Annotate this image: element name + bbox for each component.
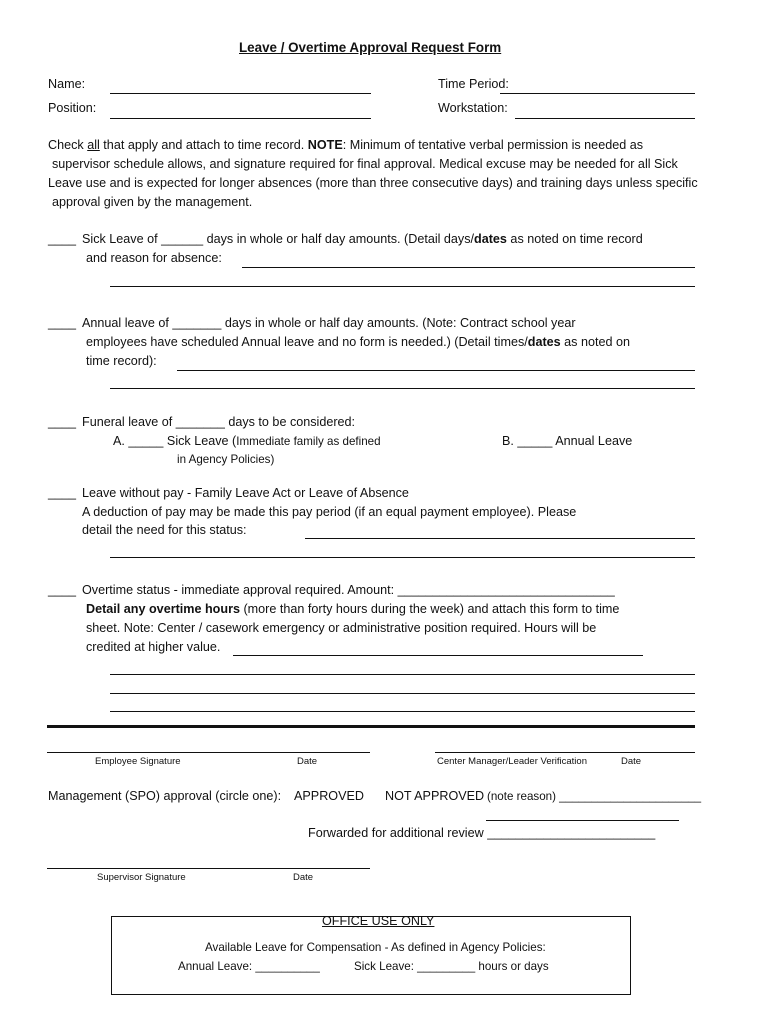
- office-sick-leave-field[interactable]: Sick Leave: _________ hours or days: [354, 960, 549, 973]
- sick-reason-field-2[interactable]: [110, 286, 695, 287]
- time-period-label: Time Period:: [438, 77, 509, 91]
- funeral-line-1: Funeral leave of _______ days to be considered:: [82, 415, 356, 429]
- note-reason-field[interactable]: (note reason) ______________________: [487, 790, 702, 803]
- lwop-line-2: A deduction of pay may be made this pay period (if an equal payment employee). Please: [82, 505, 577, 519]
- overtime-detail-field[interactable]: [233, 655, 643, 656]
- annual-line-3: time record):: [86, 354, 157, 368]
- annual-line-2: employees have scheduled Annual leave and no form is needed.) (Detail times/dates as noted on: [86, 335, 630, 349]
- overtime-line-2: Detail any overtime hours (more than forty hours during the week) and attach this form to time: [86, 602, 620, 616]
- workstation-label: Workstation:: [438, 101, 508, 115]
- lwop-detail-field[interactable]: [305, 538, 695, 539]
- not-approved-option[interactable]: NOT APPROVED: [385, 789, 485, 803]
- supervisor-signature-line[interactable]: [47, 868, 370, 869]
- section-divider: [47, 725, 695, 728]
- overtime-detail-field-4[interactable]: [110, 711, 695, 712]
- forwarded-review-field[interactable]: Forwarded for additional review ________________________: [308, 826, 656, 840]
- intro-line-4: approval given by the management.: [52, 195, 253, 209]
- sick-checkbox-blank[interactable]: ____: [48, 232, 77, 246]
- funeral-option-b[interactable]: B. _____ Annual Leave: [502, 434, 633, 448]
- name-label: Name:: [48, 77, 86, 91]
- overtime-detail-field-3[interactable]: [110, 693, 695, 694]
- annual-detail-field-2[interactable]: [110, 388, 695, 389]
- overtime-line-3: sheet. Note: Center / casework emergency or administrative position required. Hours will be: [86, 621, 597, 635]
- time-period-field[interactable]: [500, 93, 695, 94]
- intro-line-3: Leave use and is expected for longer absences (more than three consecutive days) and training days unless specific: [48, 176, 698, 190]
- position-label: Position:: [48, 101, 97, 115]
- supervisor-signature-label: Supervisor Signature: [97, 872, 186, 883]
- lwop-line-1: Leave without pay - Family Leave Act or Leave of Absence: [82, 486, 409, 500]
- note-reason-line-2[interactable]: [486, 820, 679, 821]
- annual-line-1: Annual leave of _______ days in whole or half day amounts. (Note: Contract school year: [82, 316, 576, 330]
- annual-checkbox-blank[interactable]: ____: [48, 316, 77, 330]
- intro-line-2: supervisor schedule allows, and signature required for final approval. Medical excuse may be needed for all Sick: [52, 157, 678, 171]
- overtime-line-4: credited at higher value.: [86, 640, 221, 654]
- lwop-detail-field-2[interactable]: [110, 557, 695, 558]
- management-approval-label: Management (SPO) approval (circle one):: [48, 789, 282, 803]
- overtime-detail-field-2[interactable]: [110, 674, 695, 675]
- center-manager-label: Center Manager/Leader Verification: [437, 756, 587, 767]
- funeral-checkbox-blank[interactable]: ____: [48, 415, 77, 429]
- sick-reason-field[interactable]: [242, 267, 695, 268]
- funeral-option-a-note: in Agency Policies): [177, 453, 275, 466]
- name-field[interactable]: [110, 93, 371, 94]
- position-field[interactable]: [110, 118, 371, 119]
- employee-signature-label: Employee Signature: [95, 756, 181, 767]
- center-manager-line[interactable]: [435, 752, 695, 753]
- form-title: Leave / Overtime Approval Request Form: [239, 40, 502, 55]
- sick-line-1: Sick Leave of ______ days in whole or half day amounts. (Detail days/dates as noted on time record: [82, 232, 643, 246]
- approved-option[interactable]: APPROVED: [294, 789, 364, 803]
- workstation-field[interactable]: [515, 118, 695, 119]
- overtime-checkbox-blank[interactable]: ____: [48, 583, 77, 597]
- overtime-line-1: Overtime status - immediate approval required. Amount: _______________________________: [82, 583, 615, 597]
- funeral-option-a[interactable]: A. _____ Sick Leave (Immediate family as defined: [113, 434, 381, 448]
- office-use-heading: OFFICE USE ONLY: [322, 914, 435, 928]
- employee-signature-line[interactable]: [47, 752, 370, 753]
- intro-line-1: Check all that apply and attach to time record. NOTE: Minimum of tentative verbal permission is needed as: [48, 138, 644, 152]
- date-label-3: Date: [293, 872, 314, 883]
- sick-line-2: and reason for absence:: [86, 251, 222, 265]
- lwop-line-3: detail the need for this status:: [82, 523, 247, 537]
- date-label-1: Date: [297, 756, 318, 767]
- available-leave-text: Available Leave for Compensation - As defined in Agency Policies:: [205, 941, 546, 954]
- office-annual-leave-field[interactable]: Annual Leave: __________: [178, 960, 320, 973]
- lwop-checkbox-blank[interactable]: ____: [48, 486, 77, 500]
- annual-detail-field[interactable]: [177, 370, 695, 371]
- date-label-2: Date: [621, 756, 642, 767]
